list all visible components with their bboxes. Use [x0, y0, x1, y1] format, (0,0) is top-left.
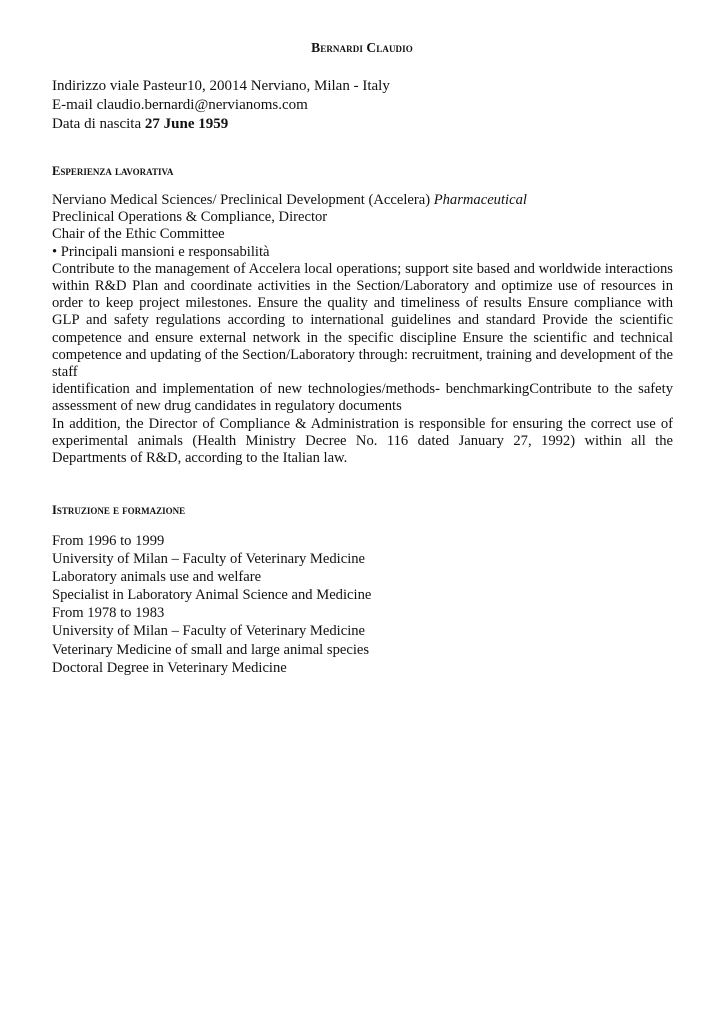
- birth-date: 27 June 1959: [144, 116, 229, 132]
- email-line: E-mail claudio.bernardi@nervianoms.com: [52, 97, 308, 113]
- role-line: Preclinical Operations & Compliance, Director: [52, 209, 328, 226]
- contact-block: [52, 77, 672, 134]
- responsibilities-label: • Principali mansioni e responsabilità: [52, 243, 270, 260]
- responsibilities-paragraph-2: identification and implementation of new technologies/methods- benchmarkingContribute to the safety assessment of new drug candidates in regulatory documents: [52, 381, 673, 415]
- page-title: Bernardi Claudio: [311, 40, 413, 55]
- company-name: Nerviano Medical Sciences/ Preclinical Development (Accelera): [52, 192, 434, 208]
- company-line: [52, 192, 673, 209]
- education-heading: Istruzione e formazione: [52, 503, 186, 517]
- responsibilities-paragraph: Contribute to the management of Accelera local operations; support site based and worldwide interactions within R&D Plan and coordinate activities in the Section/Laboratory and optimize use of resources in order to keep project milestones. Ensure the quality and timeliness of results Ensure compliance with GLP and safety regulations according to international guidelines and standard Provide the scientific competence and ensure external network in the specific discipline Ensure the scientific and technical competence and updating of the Section/Laboratory through: recruitment, training and development of the staff: [52, 260, 673, 381]
- compliance-paragraph: In addition, the Director of Compliance & Administration is responsible for ensuring the correct use of experimental animals (Health Ministry Decree No. 116 dated January 27, 1992) within all the Departments of R&D, according to the Italian law.: [52, 415, 673, 467]
- education-line: Veterinary Medicine of small and large animal species: [52, 641, 370, 658]
- experience-heading: Esperienza lavorativa: [52, 164, 174, 178]
- birth-label: Data di nascita: [52, 116, 145, 132]
- address-line: Indirizzo viale Pasteur10, 20014 Nerviano, Milan - Italy: [52, 78, 390, 94]
- education-line: Specialist in Laboratory Animal Science and Medicine: [52, 587, 372, 604]
- education-line: Doctoral Degree in Veterinary Medicine: [52, 659, 287, 676]
- education-block: [52, 532, 672, 677]
- sector-label: Pharmaceutical: [433, 192, 527, 208]
- birth-line: [52, 115, 672, 134]
- education-line: From 1996 to 1999: [52, 533, 165, 549]
- education-line: University of Milan – Faculty of Veterinary Medicine: [52, 551, 366, 568]
- education-line: Laboratory animals use and welfare: [52, 569, 262, 586]
- experience-block: [52, 192, 673, 467]
- education-line: University of Milan – Faculty of Veterinary Medicine: [52, 623, 366, 640]
- education-line: From 1978 to 1983: [52, 605, 165, 622]
- role-line-2: Chair of the Ethic Committee: [52, 226, 225, 243]
